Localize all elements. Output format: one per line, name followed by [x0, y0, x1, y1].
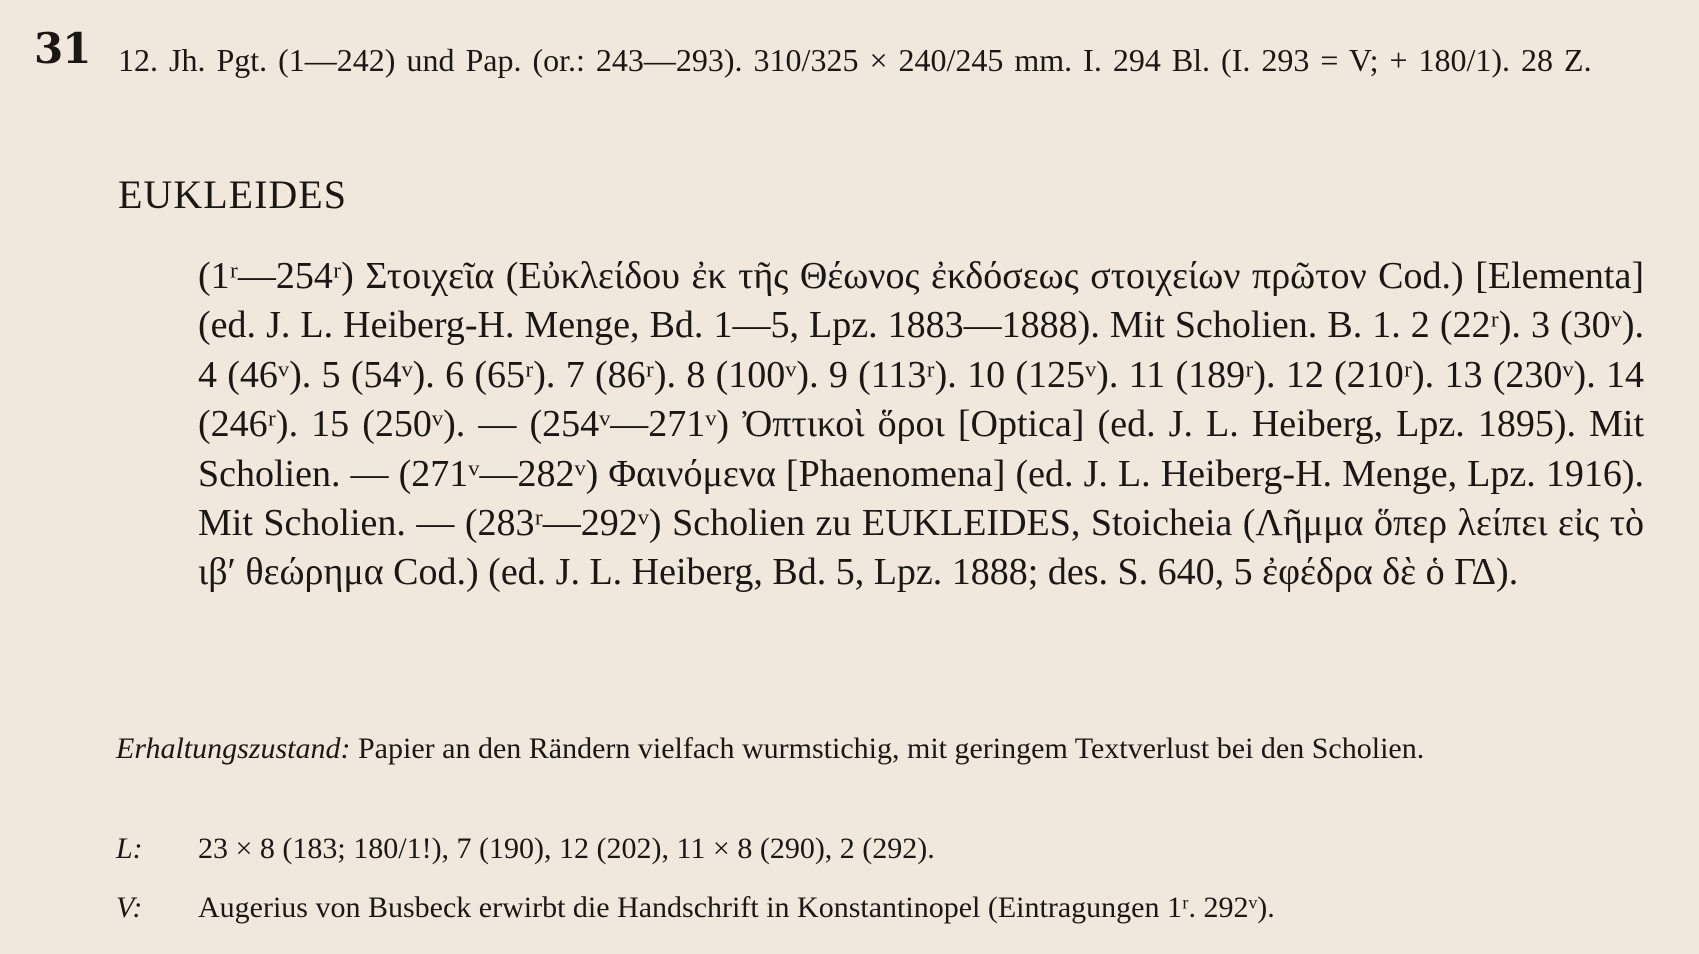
manuscript-description: 12. Jh. Pgt. (1—242) und Pap. (or.: 243—293). 310/325 × 240/245 mm. I. 294 Bl. (I. 293 = V; + 180/1). 28 Z.: [118, 42, 1592, 78]
condition-note: [116, 730, 1644, 768]
condition-label: Erhaltungszustand:: [116, 732, 351, 765]
provenance-text: Augerius von Busbeck erwirbt die Handschrift in Konstantinopel (Eintragungen 1ʳ. 292ᵛ).: [198, 891, 1275, 924]
contents-paragraph: (1ʳ—254ʳ) Στοιχεῖα (Εὐκλείδου ἐκ τῆς Θέωνος ἐκδόσεως στοιχείων πρῶτον Cod.) [Elementa] (ed. J. L. Heiberg-H. Menge, Bd. 1—5, Lpz. 1883—1888). Mit Scholien. B. 1. 2 (22ʳ). 3 (30ᵛ). 4 (46ᵛ). 5 (54ᵛ). 6 (65ʳ). 7 (86ʳ). 8 (100ᵛ). 9 (113ʳ). 10 (125ᵛ). 11 (189ʳ). 12 (210ʳ). 13 (230ᵛ). 14 (246ʳ). 15 (250ᵛ). — (254ᵛ—271ᵛ) Ὀπτικοὶ ὅροι [Optica] (ed. J. L. Heiberg, Lpz. 1895). Mit Scholien. — (271ᵛ—282ᵛ) Φαινόμενα [Phaenomena] (ed. J. L. Heiberg-H. Menge, Lpz. 1916). Mit Scholien. — (283ʳ—292ᵛ) Scholien zu EUKLEIDES, Stoicheia (Λῆμμα ὅπερ λείπει εἰς τὸ ιβʹ θεώρημα Cod.) (ed. J. L. Heiberg, Bd. 5, Lpz. 1888; des. S. 640, 5 ἐφέδρα δὲ ὁ ΓΔ).: [198, 255, 1644, 594]
provenance-label: V:: [116, 891, 143, 924]
quire-note: [116, 830, 1644, 868]
quire-label: L:: [116, 832, 143, 865]
provenance-note: [116, 889, 1644, 927]
condition-text: Papier an den Rändern vielfach wurmstichig, mit geringem Textverlust bei den Scholien.: [357, 732, 1425, 765]
quire-text: 23 × 8 (183; 180/1!), 7 (190), 12 (202), 11 × 8 (290), 2 (292).: [198, 832, 935, 865]
author-heading: EUKLEIDES: [118, 172, 347, 217]
entry-number: 31: [34, 24, 91, 73]
